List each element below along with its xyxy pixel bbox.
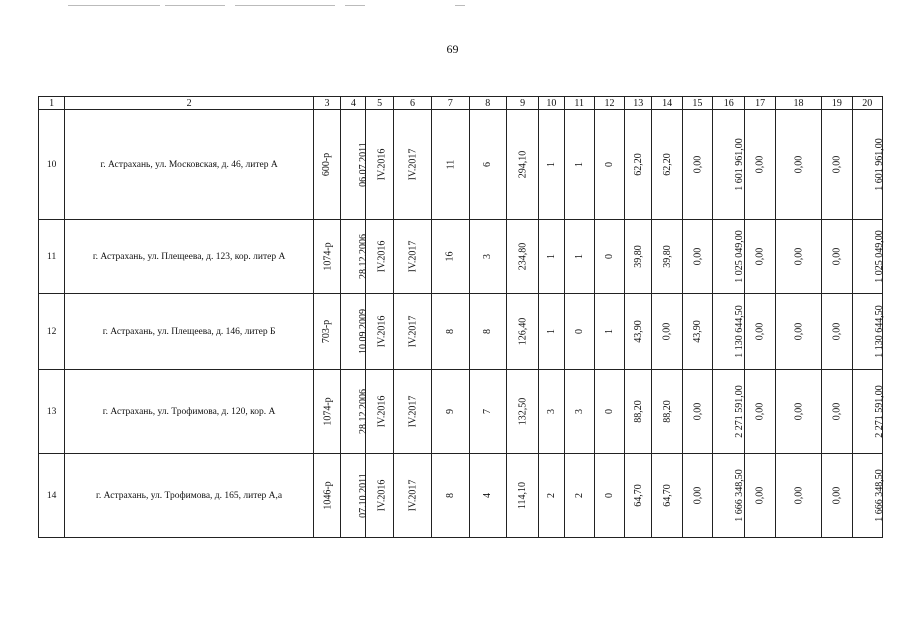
- rotated-value: 2 271 591,00: [873, 385, 885, 438]
- value-cell: [682, 370, 712, 454]
- value-cell: [745, 220, 775, 294]
- row-number-cell: 12: [39, 294, 65, 370]
- value-cell: [313, 294, 340, 370]
- value-cell: [393, 110, 431, 220]
- rotated-value: IV.2016: [376, 395, 388, 428]
- rotated-value: 8: [482, 329, 494, 334]
- value-cell: [594, 370, 624, 454]
- rotated-value: IV.2016: [376, 148, 388, 181]
- rotated-value: 0,00: [661, 322, 673, 341]
- rotated-value: 6: [482, 162, 494, 167]
- column-number-cell: 16: [713, 97, 745, 110]
- table-row: [39, 370, 883, 454]
- housing-register-table: [38, 96, 883, 538]
- rotated-value: 39,80: [661, 245, 673, 268]
- value-cell: [341, 454, 370, 538]
- value-cell: [564, 454, 594, 538]
- rotated-value: 1 601 961,00: [873, 138, 885, 191]
- rotated-value: 1 601 961,00: [733, 138, 745, 191]
- value-cell: [822, 220, 852, 294]
- rotated-value: 0,00: [831, 402, 843, 421]
- rotated-value: IV.2016: [376, 479, 388, 512]
- rotated-value: 07.10.2011: [358, 473, 370, 518]
- value-cell: [652, 110, 682, 220]
- rotated-value: 2: [545, 493, 557, 498]
- value-cell: [852, 220, 885, 294]
- value-cell: [506, 370, 538, 454]
- value-cell: [852, 454, 885, 538]
- rotated-value: 8: [444, 329, 456, 334]
- value-cell: [366, 220, 393, 294]
- row-number-cell: 11: [39, 220, 65, 294]
- column-number-cell: 19: [822, 97, 852, 110]
- rotated-value: 0,00: [792, 322, 804, 341]
- column-number-cell: 9: [506, 97, 538, 110]
- rotated-value: 0,00: [754, 155, 766, 174]
- value-cell: [341, 294, 370, 370]
- column-number-cell: 14: [652, 97, 682, 110]
- value-cell: [506, 294, 538, 370]
- value-cell: [652, 454, 682, 538]
- value-cell: [652, 294, 682, 370]
- value-cell: [366, 370, 393, 454]
- rotated-value: 0,00: [792, 486, 804, 505]
- column-number-cell: 1: [39, 97, 65, 110]
- value-cell: [775, 110, 821, 220]
- column-number-cell: 4: [341, 97, 366, 110]
- rotated-value: 64,70: [661, 484, 673, 507]
- value-cell: [313, 110, 340, 220]
- value-cell: [713, 454, 745, 538]
- rotated-value: 703-р: [321, 319, 333, 344]
- rotated-value: 294,10: [517, 150, 529, 179]
- value-cell: [775, 294, 821, 370]
- column-number-cell: 8: [469, 97, 506, 110]
- address-cell: г. Астрахань, ул. Трофимова, д. 120, кор. А: [65, 370, 314, 454]
- value-cell: [682, 294, 712, 370]
- value-cell: [652, 370, 682, 454]
- rotated-value: 39,80: [632, 245, 644, 268]
- rotated-value: 62,20: [632, 153, 644, 176]
- value-cell: [625, 370, 652, 454]
- rotated-value: 0,00: [831, 322, 843, 341]
- value-cell: [393, 454, 431, 538]
- value-cell: [393, 220, 431, 294]
- rotated-value: IV.2016: [376, 315, 388, 348]
- rotated-value: 28.12.2006: [358, 389, 370, 434]
- column-number-cell: 6: [393, 97, 431, 110]
- value-cell: [469, 294, 506, 370]
- rotated-value: 88,20: [632, 400, 644, 423]
- rotated-value: 0: [604, 162, 615, 167]
- rotated-value: 0,00: [754, 247, 766, 266]
- rotated-value: 1: [545, 162, 557, 167]
- value-cell: [775, 454, 821, 538]
- value-cell: [469, 110, 506, 220]
- rotated-value: 0,00: [792, 247, 804, 266]
- address-cell: г. Астрахань, ул. Московская, д. 46, литер А: [65, 110, 314, 220]
- rotated-value: 1 025 049,00: [873, 230, 885, 283]
- value-cell: [393, 370, 431, 454]
- rotated-value: 3: [545, 409, 557, 414]
- rotated-value: IV.2017: [406, 395, 418, 428]
- value-cell: [852, 370, 885, 454]
- value-cell: [506, 220, 538, 294]
- table-row: [39, 294, 883, 370]
- rotated-value: 1 666 348,50: [733, 469, 745, 522]
- rotated-value: 0: [573, 329, 585, 334]
- value-cell: [432, 294, 469, 370]
- rotated-value: 0,00: [754, 322, 766, 341]
- rotated-value: 8: [444, 493, 456, 498]
- value-cell: [745, 294, 775, 370]
- rotated-value: 1074-р: [322, 397, 334, 426]
- value-cell: [313, 454, 340, 538]
- rotated-value: 4: [482, 493, 494, 498]
- value-cell: [682, 110, 712, 220]
- value-cell: [745, 370, 775, 454]
- rotated-value: 0,00: [691, 247, 703, 266]
- value-cell: [564, 110, 594, 220]
- address-cell: г. Астрахань, ул. Плещеева, д. 123, кор. литер А: [65, 220, 314, 294]
- column-number-cell: 5: [366, 97, 393, 110]
- scan-artifact-line: [345, 5, 365, 6]
- value-cell: [594, 454, 624, 538]
- rotated-value: 16: [444, 251, 456, 262]
- scan-artifact-line: [68, 5, 160, 6]
- value-cell: [594, 110, 624, 220]
- value-cell: [713, 110, 745, 220]
- rotated-value: 0,00: [831, 486, 843, 505]
- value-cell: [564, 370, 594, 454]
- value-cell: [625, 220, 652, 294]
- rotated-value: 1046-р: [322, 481, 334, 510]
- value-cell: [682, 454, 712, 538]
- rotated-value: 1: [604, 329, 615, 334]
- value-cell: [625, 294, 652, 370]
- rotated-value: 1: [573, 254, 585, 259]
- rotated-value: 1 130 644,50: [733, 305, 745, 358]
- value-cell: [539, 110, 564, 220]
- rotated-value: 0,00: [792, 155, 804, 174]
- rotated-value: 62,20: [661, 153, 673, 176]
- value-cell: [469, 370, 506, 454]
- value-cell: [822, 370, 852, 454]
- rotated-value: 0,00: [754, 402, 766, 421]
- rotated-value: 114,10: [517, 481, 529, 510]
- scan-artifact-line: [165, 5, 225, 6]
- value-cell: [539, 454, 564, 538]
- rotated-value: 0,00: [831, 155, 843, 174]
- column-number-cell: 2: [65, 97, 314, 110]
- table-body: [39, 97, 883, 538]
- rotated-value: 2 271 591,00: [733, 385, 745, 438]
- rotated-value: 1: [545, 329, 557, 334]
- column-number-cell: 15: [682, 97, 712, 110]
- value-cell: [432, 454, 469, 538]
- rotated-value: 3: [573, 409, 585, 414]
- rotated-value: 10.09.2009: [358, 309, 370, 354]
- column-number-cell: 7: [432, 97, 469, 110]
- value-cell: [341, 110, 370, 220]
- value-cell: [713, 370, 745, 454]
- value-cell: [652, 220, 682, 294]
- rotated-value: 11: [444, 159, 456, 170]
- value-cell: [366, 454, 393, 538]
- rotated-value: 0: [604, 409, 615, 414]
- rotated-value: 0,00: [754, 486, 766, 505]
- value-cell: [625, 110, 652, 220]
- rotated-value: 1 025 049,00: [733, 230, 745, 283]
- value-cell: [366, 294, 393, 370]
- rotated-value: IV.2017: [406, 148, 418, 181]
- column-number-cell: 3: [313, 97, 340, 110]
- rotated-value: 2: [573, 493, 585, 498]
- rotated-value: 0: [604, 254, 615, 259]
- rotated-value: 0,00: [691, 402, 703, 421]
- value-cell: [822, 294, 852, 370]
- value-cell: [625, 454, 652, 538]
- value-cell: [432, 110, 469, 220]
- column-number-cell: 10: [539, 97, 564, 110]
- value-cell: [775, 370, 821, 454]
- address-cell: г. Астрахань, ул. Плещеева, д. 146, литер Б: [65, 294, 314, 370]
- rotated-value: 3: [482, 254, 494, 259]
- rotated-value: 28.12.2006: [358, 234, 370, 279]
- row-number-cell: 13: [39, 370, 65, 454]
- row-number-cell: 14: [39, 454, 65, 538]
- value-cell: [539, 294, 564, 370]
- value-cell: [469, 220, 506, 294]
- scan-artifact-line: [235, 5, 335, 6]
- value-cell: [341, 220, 370, 294]
- value-cell: [564, 220, 594, 294]
- value-cell: [713, 294, 745, 370]
- rotated-value: 1 666 348,50: [873, 469, 885, 522]
- value-cell: [313, 370, 340, 454]
- column-number-cell: 11: [564, 97, 594, 110]
- rotated-value: 0,00: [792, 402, 804, 421]
- rotated-value: 1074-р: [322, 242, 334, 271]
- value-cell: [539, 370, 564, 454]
- column-number-cell: 12: [594, 97, 624, 110]
- rotated-value: 43,90: [691, 320, 703, 343]
- rotated-value: IV.2017: [406, 479, 418, 512]
- column-number-cell: 13: [625, 97, 652, 110]
- rotated-value: 126,40: [517, 317, 529, 346]
- rotated-value: IV.2017: [406, 315, 418, 348]
- table-row: [39, 110, 883, 220]
- value-cell: [745, 454, 775, 538]
- rotated-value: 64,70: [632, 484, 644, 507]
- rotated-value: 1 130 644,50: [873, 305, 885, 358]
- value-cell: [393, 294, 431, 370]
- value-cell: [564, 294, 594, 370]
- rotated-value: 7: [482, 409, 494, 414]
- page-number: 69: [446, 42, 459, 56]
- rotated-value: 1: [545, 254, 557, 259]
- rotated-value: 88,20: [661, 400, 673, 423]
- rotated-value: 0,00: [691, 486, 703, 505]
- value-cell: [852, 294, 885, 370]
- value-cell: [341, 370, 370, 454]
- value-cell: [539, 220, 564, 294]
- column-number-cell: 18: [775, 97, 821, 110]
- value-cell: [366, 110, 393, 220]
- rotated-value: 43,90: [632, 320, 644, 343]
- rotated-value: 0,00: [691, 155, 703, 174]
- scan-artifact-line: [455, 5, 465, 6]
- value-cell: [313, 220, 340, 294]
- value-cell: [775, 220, 821, 294]
- value-cell: [469, 454, 506, 538]
- value-cell: [506, 110, 538, 220]
- row-number-cell: 10: [39, 110, 65, 220]
- value-cell: [432, 370, 469, 454]
- rotated-value: 0,00: [831, 247, 843, 266]
- value-cell: [745, 110, 775, 220]
- value-cell: [822, 110, 852, 220]
- rotated-value: 600-р: [321, 152, 333, 177]
- address-cell: г. Астрахань, ул. Трофимова, д. 165, литер А,а: [65, 454, 314, 538]
- value-cell: [822, 454, 852, 538]
- value-cell: [506, 454, 538, 538]
- column-number-row: [39, 97, 883, 110]
- rotated-value: IV.2016: [376, 240, 388, 273]
- value-cell: [594, 294, 624, 370]
- column-number-cell: 17: [745, 97, 775, 110]
- rotated-value: 06.07.2011: [358, 142, 370, 187]
- rotated-value: 9: [444, 409, 456, 414]
- value-cell: [594, 220, 624, 294]
- value-cell: [713, 220, 745, 294]
- rotated-value: 1: [573, 162, 585, 167]
- rotated-value: 234,80: [517, 242, 529, 271]
- column-number-cell: 20: [852, 97, 882, 110]
- value-cell: [852, 110, 885, 220]
- rotated-value: 132,50: [517, 397, 529, 426]
- value-cell: [682, 220, 712, 294]
- rotated-value: 0: [604, 493, 615, 498]
- table-row: [39, 220, 883, 294]
- value-cell: [432, 220, 469, 294]
- table-row: [39, 454, 883, 538]
- rotated-value: IV.2017: [406, 240, 418, 273]
